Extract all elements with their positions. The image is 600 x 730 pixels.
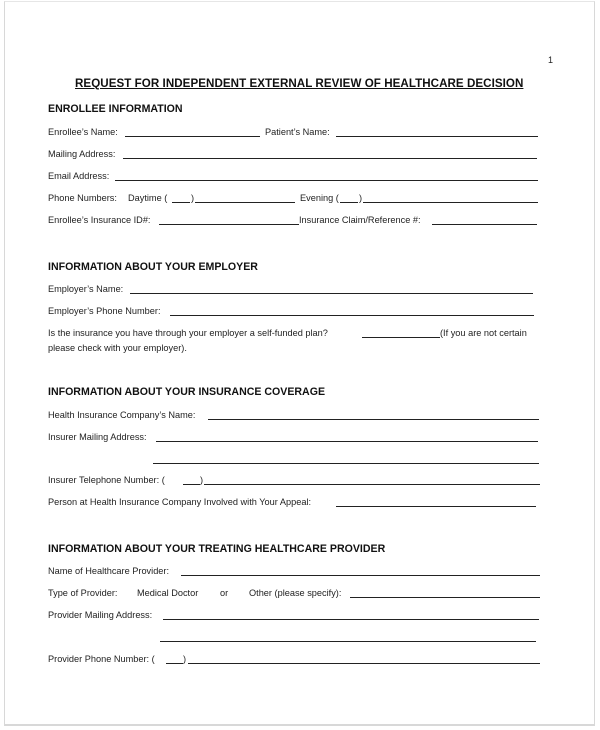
mailing-address-label: Mailing Address: [48, 149, 116, 159]
evening-close-paren: ) [359, 193, 363, 203]
enrollee-name-label: Enrollee’s Name: [48, 127, 118, 137]
employer-phone-field[interactable] [170, 315, 534, 316]
section-heading-employer: INFORMATION ABOUT YOUR EMPLOYER [48, 261, 258, 273]
appeal-person-field[interactable] [336, 506, 536, 507]
insurer-close-paren: ) [200, 475, 204, 485]
insurer-mailing-address-label: Insurer Mailing Address: [48, 432, 147, 442]
employer-name-label: Employer’s Name: [48, 284, 124, 294]
provider-mailing-address-field-line2[interactable] [160, 641, 536, 642]
provider-area-code-field[interactable] [166, 663, 183, 664]
claim-reference-label: Insurance Claim/Reference #: [299, 215, 421, 225]
evening-area-code-field[interactable] [340, 202, 358, 203]
patient-name-field[interactable] [336, 136, 538, 137]
daytime-close-paren: ) [191, 193, 195, 203]
provider-close-paren: ) [183, 654, 187, 664]
employer-name-field[interactable] [130, 293, 533, 294]
email-address-field[interactable] [115, 180, 538, 181]
provider-name-label: Name of Healthcare Provider: [48, 566, 170, 576]
provider-type-label: Type of Provider: [48, 588, 118, 598]
insurer-telephone-label: Insurer Telephone Number: ( [48, 475, 165, 485]
insurance-company-name-label: Health Insurance Company’s Name: [48, 410, 196, 420]
insurer-area-code-field[interactable] [183, 484, 200, 485]
insurer-mailing-address-field-line2[interactable] [153, 463, 539, 464]
document-title: REQUEST FOR INDEPENDENT EXTERNAL REVIEW OF HEALTHCARE DECISION [75, 77, 524, 90]
other-specify-field[interactable] [350, 597, 540, 598]
page-number: 1 [548, 55, 554, 65]
provider-name-field[interactable] [181, 575, 540, 576]
provider-phone-label: Provider Phone Number: ( [48, 654, 155, 664]
enrollee-name-field[interactable] [125, 136, 260, 137]
phone-numbers-label: Phone Numbers: [48, 193, 117, 203]
insurance-id-label: Enrollee’s Insurance ID#: [48, 215, 151, 225]
self-funded-answer-field[interactable] [362, 337, 440, 338]
provider-mailing-address-label: Provider Mailing Address: [48, 610, 153, 620]
mailing-address-field[interactable] [123, 158, 537, 159]
patient-name-label: Patient’s Name: [265, 127, 330, 137]
other-option[interactable]: Other (please specify): [249, 588, 342, 598]
evening-label: Evening ( [300, 193, 339, 203]
or-text: or [220, 588, 229, 598]
provider-mailing-address-field[interactable] [163, 619, 539, 620]
insurer-telephone-field[interactable] [204, 484, 540, 485]
insurance-id-field[interactable] [159, 224, 299, 225]
employer-phone-label: Employer’s Phone Number: [48, 306, 161, 316]
self-funded-note: (If you are not certain [440, 328, 527, 338]
medical-doctor-option[interactable]: Medical Doctor [137, 588, 199, 598]
self-funded-note-continued: please check with your employer). [48, 343, 187, 353]
section-heading-provider: INFORMATION ABOUT YOUR TREATING HEALTHCARE PROVIDER [48, 543, 386, 555]
section-heading-enrollee: ENROLLEE INFORMATION [48, 103, 183, 115]
insurance-company-name-field[interactable] [208, 419, 539, 420]
evening-phone-field[interactable] [363, 202, 538, 203]
daytime-phone-field[interactable] [195, 202, 295, 203]
daytime-area-code-field[interactable] [172, 202, 190, 203]
appeal-person-label: Person at Health Insurance Company Involved with Your Appeal: [48, 497, 312, 507]
daytime-label: Daytime ( [128, 193, 168, 203]
insurer-mailing-address-field[interactable] [156, 441, 538, 442]
self-funded-question: Is the insurance you have through your employer a self-funded plan? [48, 328, 328, 338]
claim-reference-field[interactable] [432, 224, 537, 225]
provider-phone-field[interactable] [188, 663, 540, 664]
email-address-label: Email Address: [48, 171, 110, 181]
section-heading-insurance: INFORMATION ABOUT YOUR INSURANCE COVERAGE [48, 386, 326, 398]
